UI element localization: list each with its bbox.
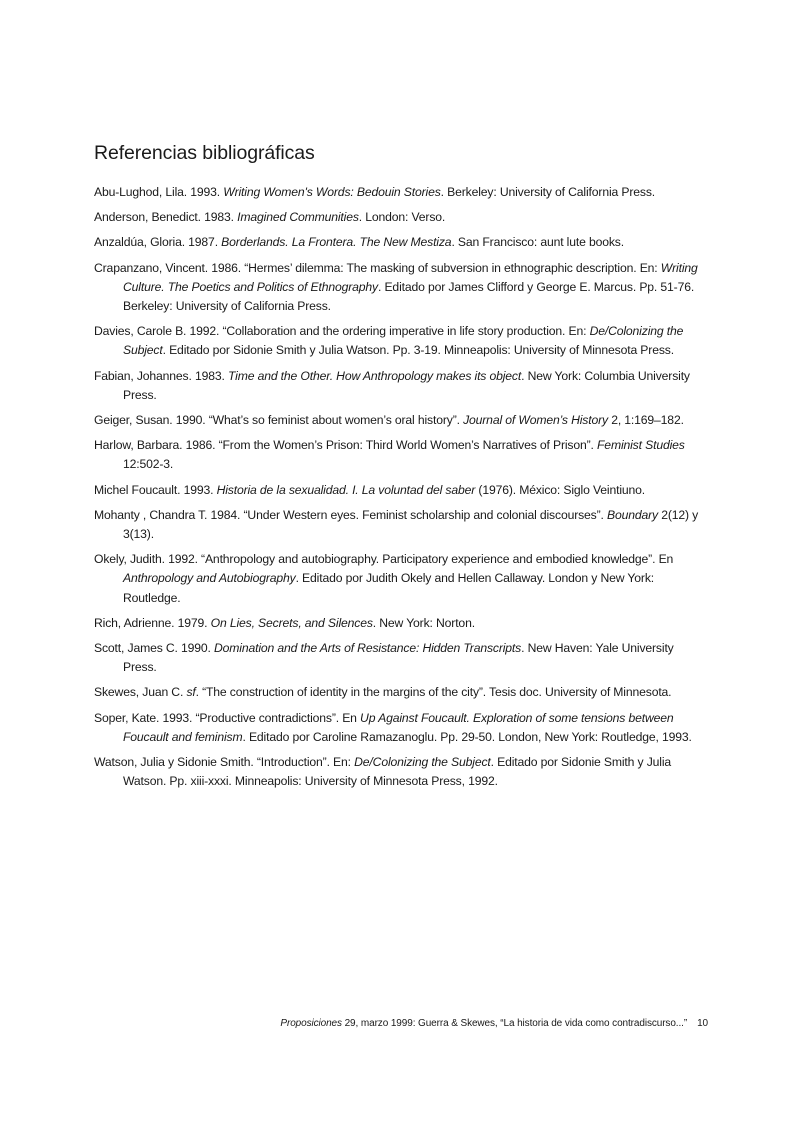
reference-entry (94, 481, 706, 500)
reference-work-title: Writing Women's Words: Bedouin Stories (223, 185, 441, 199)
reference-text: . Editado por Judith Okely and Hellen Callaway. London y New York: Routledge. (123, 571, 654, 605)
reference-work-title: On Lies, Secrets, and Silences (210, 615, 373, 630)
reference-text: Harlow, Barbara. 1986. “From the Women’s Prison: Third World Women’s Narratives of Prison”. (94, 438, 598, 453)
reference-entry (94, 208, 706, 227)
reference-text: Mohanty , Chandra T. 1984. “Under Western eyes. Feminist scholarship and colonial discourses”. (94, 507, 608, 522)
reference-work-title: Domination and the Arts of Resistance: Hidden Transcripts (214, 641, 522, 656)
reference-work-title: Imagined Communities (237, 210, 359, 225)
reference-work-title: Anthropology and Autobiography (123, 571, 296, 586)
reference-text: . Editado por Sidonie Smith y Julia Watson. Pp. 3-19. Minneapolis: University of Minnesota Press. (162, 343, 674, 358)
reference-text: Crapanzano, Vincent. 1986. “Hermes’ dilemma: The masking of subversion in ethnographic description. En: (94, 260, 661, 275)
reference-work-title: De/Colonizing the Subject (123, 324, 684, 358)
reference-text: . San Francisco: aunt lute books. (451, 235, 624, 250)
reference-text: . Berkeley: University of California Press. (440, 185, 656, 199)
reference-work-title: Historia de la sexualidad. I. La voluntad del saber (216, 482, 476, 497)
reference-work-title: sf (186, 685, 196, 700)
reference-entry (94, 753, 706, 791)
reference-text: . New York: Columbia University Press. (123, 368, 690, 402)
reference-work-title: Time and the Other. How Anthropology makes its object (227, 368, 522, 383)
reference-text: . Editado por Caroline Ramazanoglu. Pp. 29-50. London, New York: Routledge, 1993. (242, 729, 692, 744)
reference-entry (94, 259, 706, 317)
reference-text: Okely, Judith. 1992. “Anthropology and autobiography. Participatory experience and embodied knowledge”. En (94, 552, 674, 567)
reference-entry (94, 683, 706, 702)
page-number: 10 (697, 1018, 708, 1029)
reference-work-title: De/Colonizing the Subject (354, 755, 491, 770)
reference-list (94, 183, 706, 797)
reference-text: Fabian, Johannes. 1983. (94, 368, 228, 383)
reference-work-title: Journal of Women’s History (463, 413, 608, 428)
reference-work-title: Borderlands. La Frontera. The New Mestiza (221, 235, 452, 250)
footer-journal: Proposiciones (280, 1018, 342, 1029)
reference-entry (94, 233, 706, 252)
reference-text: 2, 1:169–182. (607, 413, 684, 428)
reference-text: Anzaldúa, Gloria. 1987. (94, 235, 222, 250)
reference-work-title: Boundary (607, 507, 658, 522)
reference-text: . Editado por James Clifford y George E. Marcus. Pp. 51-76. Berkeley: University of California Press. (123, 279, 695, 314)
reference-entry (94, 367, 706, 405)
reference-entry (94, 639, 706, 677)
reference-text: Soper, Kate. 1993. “Productive contradictions”. En (94, 710, 361, 725)
reference-text: . New Haven: Yale University Press. (123, 641, 674, 675)
reference-text: Scott, James C. 1990. (94, 641, 214, 656)
reference-text: 12:502-3. (123, 457, 174, 472)
reference-text: . Editado por Sidonie Smith y Julia Watson. Pp. xiii-xxxi. Minneapolis: University of Minnesota Press, 1992. (123, 755, 672, 789)
reference-text: 2(12) y 3(13). (123, 507, 699, 542)
reference-entry (94, 550, 706, 608)
reference-text: Michel Foucault. 1993. (94, 482, 217, 497)
reference-entry (94, 614, 706, 633)
reference-text: Geiger, Susan. 1990. “What’s so feminist about women’s oral history”. (94, 413, 464, 428)
reference-text: Anderson, Benedict. 1983. (94, 210, 238, 225)
page-title: Referencias bibliográficas (94, 142, 315, 164)
reference-text: Skewes, Juan C. (94, 685, 187, 700)
reference-text: . “The construction of identity in the margins of the city”. Tesis doc. University of Minnesota. (195, 685, 672, 700)
reference-text: . New York: Norton. (372, 615, 475, 630)
reference-text: . London: Verso. (358, 210, 446, 225)
footer-citation: 29, marzo 1999: Guerra & Skewes, “La historia de vida como contradiscurso...” (341, 1018, 688, 1029)
reference-work-title: Feminist Studies (597, 438, 685, 453)
reference-text: (1976). México: Siglo Veintiuno. (475, 482, 646, 497)
reference-work-title: Up Against Foucault. Exploration of some tensions between Foucault and feminism (123, 710, 674, 744)
reference-entry (94, 322, 706, 360)
page-footer (280, 1018, 708, 1029)
reference-entry (94, 411, 706, 430)
reference-entry (94, 506, 706, 544)
reference-text: Abu-Lughod, Lila. 1993. (94, 185, 224, 199)
reference-entry (94, 709, 706, 747)
reference-work-title: Writing Culture. The Poetics and Politics of Ethnography (123, 260, 698, 294)
reference-text: Watson, Julia y Sidonie Smith. “Introduction”. En: (94, 755, 355, 770)
reference-text: Rich, Adrienne. 1979. (94, 615, 211, 630)
reference-text: Davies, Carole B. 1992. “Collaboration and the ordering imperative in life story production. En: (94, 324, 590, 339)
reference-entry (94, 436, 706, 474)
reference-entry (94, 183, 706, 202)
